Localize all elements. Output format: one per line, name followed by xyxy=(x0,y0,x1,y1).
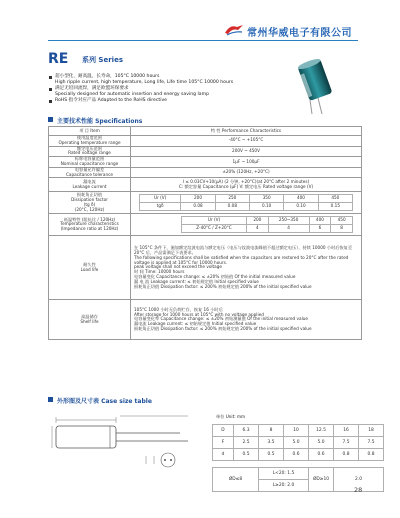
dim-row: d 0.5 0.5 0.6 0.6 0.8 0.8 xyxy=(213,449,384,461)
lowtemp-value: 8 xyxy=(331,225,353,233)
dissipation-label: 损耗角正切值 Dissipation factor (tg δ) (20°C, 120Hz) xyxy=(49,192,131,214)
shelf-life-text: 105°C 1000 小时无负荷贮存，恢复 16 小时后 After storage for 1000 hours at 105°C with no voltage applied 电容量变化率 Capacitance change: ≤ ±20% 初始测量值 Of the initial measured value 漏电流 Leakage current: ≤ 初始规定值 Initial specified value 损耗角正切值 Dissipation factor: ≤ 200% 初始规定值 200% of the initial specified value xyxy=(131,300,362,340)
lowtemp-header: 400 xyxy=(309,217,331,225)
size-section-title: 外形图及尺寸表 Case size table xyxy=(57,398,152,405)
dim-row: D 6.3 8 10 12.5 16 18 xyxy=(213,425,384,437)
load-life-text: 在 105°C 条件下，施加额定纹波电流与额定电压（电压与纹波电流峰值不超过额定电压），持续 10000 小时后恢复至 20°C 后，产品需满足下表要求。 The following specifications shall be satisfied when the capacitors are restored to 20°C after the rated voltage is applied at 105°C for 10000 hours. peak voltage shall not exceed the voltage 时 间 Time: 10000 hours 电容量变化 Capacitance change: ≤ ±20% 初始值 Of the initial measured value 漏 电 流 Leakage current: ≤ 初始规定值 Initial specified value 损耗角正切值 Dissipation factor: ≤ 200% 初始规定值 200% of the initial specified value xyxy=(131,236,362,300)
lowtemp-header: 250~350 xyxy=(268,217,309,225)
lowtemp-cell xyxy=(131,214,362,236)
lowtemp-header: Ur (V) xyxy=(182,217,247,225)
spec-section-title: 主要技术性能 Specifications xyxy=(57,118,143,125)
spec-item-label: 使用温度范围 Operating temperature range xyxy=(49,136,131,147)
lowtemp-table xyxy=(181,216,353,233)
feature-item: RoHS 指令对应产品 Adapted to the RoHS directive xyxy=(55,98,168,103)
unit-label: 单位 Unit: mm xyxy=(216,414,246,419)
tan-header: 350 xyxy=(249,195,283,203)
tan-header: Ur (V) xyxy=(140,195,181,203)
company-logo-icon xyxy=(224,23,244,36)
dimension-table xyxy=(212,424,384,492)
lowtemp-header: 450 xyxy=(331,217,353,225)
dim-bottom-row: L≥20: 2.0 xyxy=(213,480,384,492)
tan-row-label: tgδ xyxy=(140,203,181,211)
tan-value: 0.08 xyxy=(181,203,215,211)
lowtemp-header: 200 xyxy=(247,217,269,225)
lowtemp-value: 6 xyxy=(309,225,331,233)
spec-item-label: 电容量允许偏差 Capacitance tolerance xyxy=(49,167,131,178)
feature-item: High ripple current, high temperature, Long life, Life time 105°C 10000 hours xyxy=(55,80,234,85)
series-label: 系列 Series xyxy=(82,56,123,64)
series-code: RE xyxy=(48,51,69,67)
spec-table xyxy=(48,126,362,340)
section-marker-icon xyxy=(48,117,53,122)
bullet-icon xyxy=(49,76,52,79)
spec-item-label: 漏电流 Leakage current xyxy=(49,178,131,192)
tan-header: 450 xyxy=(318,195,352,203)
spec-value: -40°C ~ +105°C xyxy=(131,136,362,147)
page-number: 28 xyxy=(354,486,363,494)
capacitor-dimension-drawing-icon xyxy=(50,408,200,472)
company-name: 常州华威电子有限公司 xyxy=(247,28,352,39)
section-marker-icon xyxy=(48,397,53,402)
capacitor-photo-icon xyxy=(288,58,346,116)
lowtemp-row-label: Z-40°C / Z+20°C xyxy=(182,225,247,233)
feature-item: 满足无铅回流焊，满足欧盟环保要求 xyxy=(55,86,129,91)
spec-header-char: 特 性 Performance Characteristics xyxy=(131,127,362,136)
lowtemp-value: 4 xyxy=(247,225,269,233)
bullet-icon xyxy=(49,100,52,103)
tan-header: 400 xyxy=(284,195,318,203)
bullet-icon xyxy=(49,88,52,91)
tan-value: 0.15 xyxy=(318,203,352,211)
lowtemp-value: 4 xyxy=(268,225,309,233)
tan-header: 250 xyxy=(215,195,249,203)
dim-bottom-row: ØD≤8 L<20: 1.5 ØD≥10 2.0 xyxy=(213,468,384,480)
lowtemp-label: 低温特性 (阻抗比 / 120Hz) Temperature characteristics (Impedance ratio at 120Hz) xyxy=(49,214,131,236)
tan-value: 0.08 xyxy=(215,203,249,211)
dissipation-cell xyxy=(131,192,362,214)
spec-value: 200V ~ 450V xyxy=(131,146,362,157)
spec-value: 1µF ~ 100µF xyxy=(131,157,362,168)
shelf-life-label: 高温储存 Shelf life xyxy=(49,300,131,340)
tan-header: 200 xyxy=(181,195,215,203)
tan-value: 0.10 xyxy=(249,203,283,211)
feature-item: 超小型化，耐高温，长寿命，105°C 10000 hours xyxy=(55,74,160,79)
tan-value: 0.10 xyxy=(284,203,318,211)
feature-item: Specially designed for automatic insertion and energy saving lamp xyxy=(55,92,210,97)
spec-item-label: 标称电容量范围 Nominal capacitance range xyxy=(49,157,131,168)
spec-header-item: 项 目 Item xyxy=(49,127,131,136)
dim-row: F 2.5 3.5 5.0 5.0 7.5 7.5 xyxy=(213,437,384,449)
load-life-label: 耐久性 Load life xyxy=(49,236,131,300)
dissipation-table xyxy=(139,194,353,211)
spec-value: ±20% (120Hz, +20°C) xyxy=(131,167,362,178)
header-divider xyxy=(48,40,358,41)
spec-item-label: 额定电压范围 Rated voltage range xyxy=(49,146,131,157)
spec-value: I ≤ 0.03CV+10(µA) (2 分钟, +20°C)(at 20°C after 2 minutes) C: 额定容量 Capacitance (µF) V: 额定电压 Rated voltage range (V) xyxy=(131,178,362,192)
